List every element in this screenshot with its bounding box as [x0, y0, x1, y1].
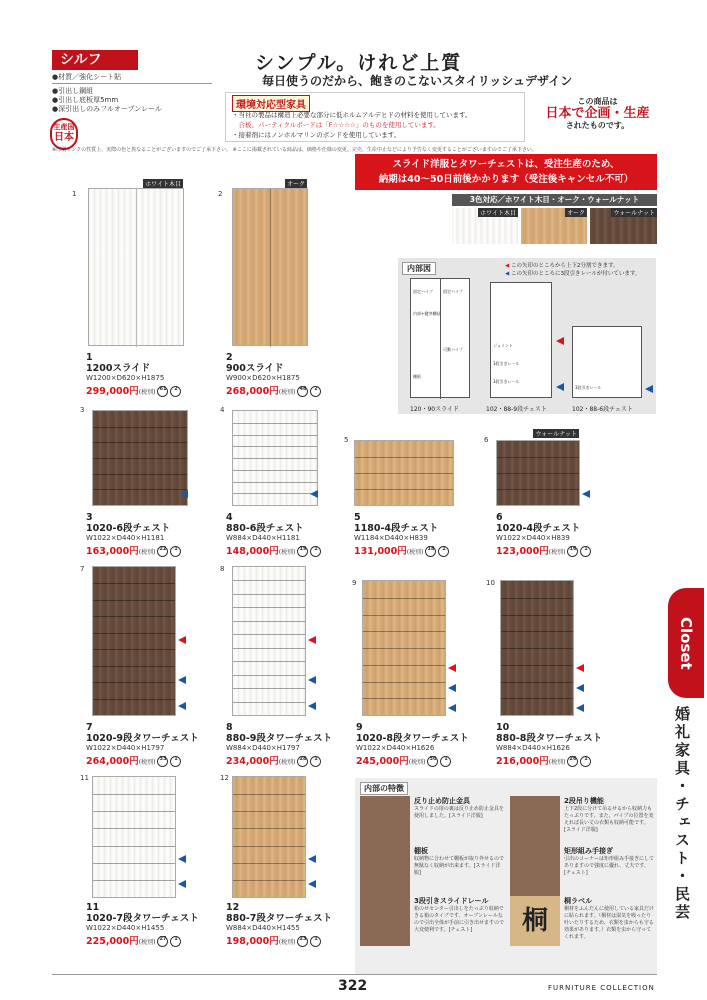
interior-title: 内部図 — [402, 262, 436, 275]
rail-arrow — [576, 684, 584, 692]
product-info — [86, 722, 199, 767]
feature-image — [510, 796, 560, 846]
made-in-japan: この商品は 日本で企画・生産 されたものです。 — [545, 97, 650, 130]
feature-text: 反り止め防止金具 スライドの扉の裏は反り止め防止金具を使用しました。[スライド洋服] — [414, 797, 504, 819]
spec-drawer: ●引出し鋼組 — [52, 87, 94, 95]
product-no: 12 — [226, 902, 240, 913]
product-info — [86, 352, 181, 397]
product-number: 5 — [344, 436, 349, 444]
stock-badge: 1 — [440, 756, 451, 767]
color-bar: 3色対応／ホワイト木目・オーク・ウォールナット — [452, 194, 657, 206]
feature-image — [510, 846, 560, 896]
product-info — [496, 512, 591, 557]
closet-tab[interactable]: Closet — [668, 588, 704, 698]
product-price: 198,000円 — [226, 936, 279, 947]
stock-badge: 2 — [170, 386, 181, 397]
swatch-white: ホワイト木目 — [452, 208, 518, 244]
product-info — [86, 902, 199, 947]
product-price: 264,000円 — [86, 756, 139, 767]
stock-badge: 1 — [310, 936, 321, 947]
tax-label: (税別) — [548, 759, 566, 766]
tax-label: (税別) — [278, 939, 296, 946]
subline: 毎日使うのだから、飽きのこないスタイリッシュデザイン — [262, 74, 573, 88]
interior-label: 102・88-6段チェスト — [572, 406, 633, 413]
product-name: 1020-8段タワーチェスト — [356, 733, 469, 744]
stock-badge: 33 — [157, 756, 168, 767]
product-name: 1200スライド — [86, 363, 151, 374]
rail-arrow — [180, 490, 188, 498]
product-number: 4 — [220, 406, 225, 414]
wardrobe-interior-drawing: 固定ハイプ 固定ハイプ 内部+鍵突棚貼 可動ハイプ 棚板 — [410, 278, 470, 398]
split-arrow — [178, 636, 186, 644]
interior-label: 120・90スライド — [410, 406, 459, 413]
product-name: 880-9段タワーチェスト — [226, 733, 333, 744]
spec-rail: ●深引出しのみフルオープンレール — [52, 105, 162, 113]
stock-badge: 26 — [567, 756, 578, 767]
product-info — [226, 902, 332, 947]
category-vertical: 婚礼家具・チェスト・民芸 — [673, 706, 691, 922]
feature-image — [510, 896, 560, 946]
swatch-walnut: ウォールナット — [590, 208, 657, 244]
product-no: 9 — [356, 722, 363, 733]
feature-text: 3段引きスライドレール 箱のせセンター引出しをたっぷり収納できる箱のタイプです。オープンレールなので引出全体が手前に引き出せますので大変便利です。[チェスト] — [414, 897, 505, 933]
product-number: 10 — [486, 579, 495, 587]
product-no: 5 — [354, 512, 361, 523]
product-price: 216,000円 — [496, 756, 549, 767]
product-image-1180-4 — [354, 440, 454, 506]
product-no: 11 — [86, 902, 100, 913]
kiri-label: 桐 — [521, 906, 548, 936]
stock-badge: 1 — [580, 756, 591, 767]
rail-arrow — [178, 855, 186, 863]
stock-badge: 61 — [157, 386, 168, 397]
feature-image — [360, 796, 410, 846]
stock-badge: 1 — [580, 546, 591, 557]
product-name: 880-8段タワーチェスト — [496, 733, 603, 744]
product-image-1020-8 — [362, 580, 446, 716]
interior-legend: ◀ この矢印のところから上下2分割できます。 ◀ この矢印のところに3段引きレールが付いています。 — [505, 263, 641, 277]
stock-badge: 1 — [438, 546, 449, 557]
rail-arrow — [645, 385, 653, 393]
interior-label: 102・88-9段チェスト — [486, 406, 547, 413]
rail-arrow — [178, 676, 186, 684]
chest6-interior-drawing: 3段引きレール — [572, 326, 642, 398]
feature-image — [360, 846, 410, 896]
tax-label: (税別) — [138, 759, 156, 766]
product-number: 7 — [80, 565, 85, 573]
product-info — [354, 512, 449, 557]
product-number: 2 — [218, 190, 223, 198]
product-info — [496, 722, 602, 767]
product-dimensions: W884×D440×H1626 — [496, 744, 570, 752]
stock-badge: 1 — [310, 756, 321, 767]
product-info — [356, 722, 469, 767]
feature-text: 棚板 収納物に合わせて棚板が取り外せるので無駄なく収納が出来ます。[スライド洋服] — [414, 847, 505, 876]
product-name: 900スライド — [226, 363, 284, 374]
product-number: 12 — [220, 774, 229, 782]
product-price: 268,000円 — [226, 386, 279, 397]
product-number: 11 — [80, 774, 89, 782]
rail-arrow — [308, 855, 316, 863]
product-image-1020-4: ウォールナット — [496, 440, 580, 506]
product-name: 880-6段チェスト — [226, 523, 304, 534]
stock-badge: 28 — [297, 756, 308, 767]
product-no: 8 — [226, 722, 233, 733]
rail-arrow — [310, 490, 318, 498]
product-price: 148,000円 — [226, 546, 279, 557]
stock-badge: 22 — [157, 546, 168, 557]
product-price: 163,000円 — [86, 546, 139, 557]
product-number: 6 — [484, 436, 489, 444]
footer-rule — [52, 974, 657, 975]
divider — [52, 83, 212, 84]
product-number: 8 — [220, 565, 225, 573]
product-no: 10 — [496, 722, 510, 733]
stock-badge: 19 — [297, 546, 308, 557]
spec-material: ●材質／強化シート貼 — [52, 73, 122, 81]
stock-badge: 1 — [170, 756, 181, 767]
feature-text: 矩形組み手接ぎ 引出のコーナーは矩形組み手接ぎにしてありますので強度に優れ、丈夫です。[チェスト] — [564, 847, 655, 876]
stock-badge: 1 — [170, 546, 181, 557]
product-name: 1020-7段タワーチェスト — [86, 913, 199, 924]
swatch-oak: オーク — [521, 208, 587, 244]
stock-badge: 30 — [427, 756, 438, 767]
rail-arrow — [448, 684, 456, 692]
order-banner: スライド洋服とタワーチェストは、受注生産のため、 納期は40～50日前後かかります（受注後キャンセル不可） — [355, 154, 657, 190]
product-no: 4 — [226, 512, 233, 523]
product-dimensions: W900×D620×H1875 — [226, 374, 300, 382]
product-image-900-slide: オーク — [232, 188, 308, 346]
feature-text: 桐ラベル 桐材をふんだんに使用している家具だけに貼られます。（桐材は湿気を吸ったり吐いたりするため、衣類を虫からも守る効果があります。）衣類を虫から守ってくれます。 — [564, 897, 655, 940]
product-dimensions: W884×D440×H1181 — [226, 534, 300, 542]
print-note: ※印刷インクの性質上、実際の色と異なることがございますのでご了承下さい。 ※ここに掲載されている商品は、価格や仕様の変更、完売、生産中止などにより予告なく変更することがございますのでご了承下さい。 — [52, 147, 537, 153]
tax-label: (税別) — [138, 389, 156, 396]
product-info — [226, 352, 321, 397]
product-name: 1020-4段チェスト — [496, 523, 581, 534]
split-arrow — [448, 664, 456, 672]
headline: シンプル。けれど上質 — [255, 52, 463, 74]
product-no: 1 — [86, 352, 93, 363]
product-name: 880-7段タワーチェスト — [226, 913, 333, 924]
product-dimensions: W1200×D620×H1875 — [86, 374, 165, 382]
product-number: 1 — [72, 190, 77, 198]
product-dimensions: W884×D440×H1797 — [226, 744, 300, 752]
tax-label: (税別) — [548, 549, 566, 556]
product-dimensions: W1184×D440×H839 — [354, 534, 428, 542]
product-image-880-8 — [500, 580, 574, 716]
product-image-1020-7 — [92, 776, 176, 898]
product-image-1200-slide: ホワイト木目 — [88, 188, 184, 346]
product-name: 1020-6段チェスト — [86, 523, 171, 534]
rail-arrow — [308, 676, 316, 684]
tax-label: (税別) — [278, 759, 296, 766]
stock-badge: 48 — [297, 386, 308, 397]
eco-title: 環境対応型家具 — [232, 95, 310, 112]
stock-badge: 23 — [297, 936, 308, 947]
stock-badge: 2 — [310, 386, 321, 397]
tax-label: (税別) — [138, 549, 156, 556]
tax-label: (税別) — [406, 549, 424, 556]
stock-badge: 1 — [310, 546, 321, 557]
stock-badge: 27 — [157, 936, 168, 947]
product-dimensions: W1022×D440×H839 — [496, 534, 570, 542]
rail-arrow — [556, 383, 564, 391]
product-price: 245,000円 — [356, 756, 409, 767]
eco-text: ・当社の製品は構造上必要な部分に低ホルムアルデヒドの材料を使用しています。 合板、パーティクルボードは「F☆☆☆☆」のものを使用しています。 ・接着剤にはノンホルマリンのボンドを使用しています。 — [232, 111, 472, 139]
product-price: 123,000円 — [496, 546, 549, 557]
tax-label: (税別) — [138, 939, 156, 946]
feature-image — [360, 896, 410, 946]
split-arrow — [556, 337, 564, 345]
product-dimensions: W1022×D440×H1626 — [356, 744, 435, 752]
stock-badge: 18 — [425, 546, 436, 557]
product-no: 3 — [86, 512, 93, 523]
footer-brand: FURNITURE COLLECTION — [548, 984, 655, 992]
product-image-880-6 — [232, 410, 318, 506]
product-no: 6 — [496, 512, 503, 523]
product-info — [86, 512, 181, 557]
tax-label: (税別) — [408, 759, 426, 766]
product-dimensions: W1022×D440×H1181 — [86, 534, 165, 542]
product-number: 9 — [352, 579, 357, 587]
product-image-880-9 — [232, 566, 306, 716]
rail-arrow — [576, 704, 584, 712]
product-name: 1180-4段チェスト — [354, 523, 439, 534]
split-arrow — [576, 664, 584, 672]
product-name: 1020-9段タワーチェスト — [86, 733, 199, 744]
product-no: 2 — [226, 352, 233, 363]
split-arrow — [308, 636, 316, 644]
product-dimensions: W1022×D440×H1455 — [86, 924, 165, 932]
rail-arrow — [178, 880, 186, 888]
rail-arrow — [308, 702, 316, 710]
product-info — [226, 512, 321, 557]
stock-badge: 16 — [567, 546, 578, 557]
page-number: 322 — [338, 978, 368, 994]
product-image-1020-6 — [92, 410, 188, 506]
stock-badge: 1 — [170, 936, 181, 947]
chest9-interior-drawing: ジョイント 3段引きレール 3段引きレール — [490, 282, 552, 398]
product-price: 225,000円 — [86, 936, 139, 947]
product-dimensions: W1022×D440×H1797 — [86, 744, 165, 752]
rail-arrow — [448, 704, 456, 712]
product-number: 3 — [80, 406, 85, 414]
features-title: 内部の特徴 — [360, 782, 408, 795]
product-image-880-7 — [232, 776, 306, 898]
product-price: 234,000円 — [226, 756, 279, 767]
product-dimensions: W884×D440×H1455 — [226, 924, 300, 932]
rail-arrow — [582, 490, 590, 498]
tax-label: (税別) — [278, 549, 296, 556]
product-no: 7 — [86, 722, 93, 733]
tax-label: (税別) — [278, 389, 296, 396]
product-image-1020-9 — [92, 566, 176, 716]
product-info — [226, 722, 332, 767]
rail-arrow — [178, 702, 186, 710]
made-in-badge: 生産国 日本 — [50, 118, 78, 150]
series-title: シルフ — [52, 50, 138, 70]
spec-bottom: ●引出し底板厚5mm — [52, 96, 119, 104]
rail-arrow — [308, 880, 316, 888]
product-price: 131,000円 — [354, 546, 407, 557]
product-price: 299,000円 — [86, 386, 139, 397]
feature-text: 2段吊り機能 上下2段に分けて吊るせるから収納力もたっぷりです。また、パイプの位置を変えれば長い丈の衣類も収納可能です。[スライド洋服] — [564, 797, 654, 833]
